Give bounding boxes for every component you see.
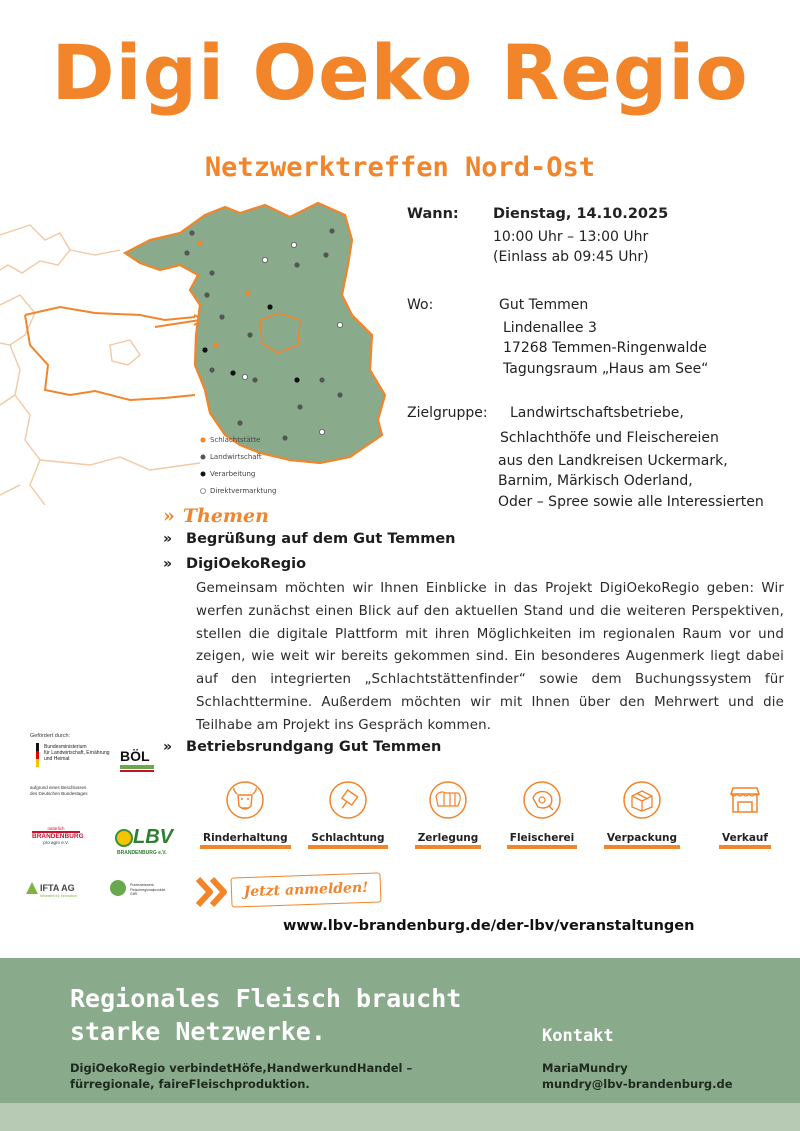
- target-line: Barnim, Märkisch Oderland,: [498, 473, 693, 489]
- legend-label: Landwirtschaft: [210, 453, 262, 461]
- page-subtitle: Netzwerktreffen Nord-Ost: [204, 152, 596, 183]
- process-label: Rinderhaltung: [200, 832, 291, 849]
- lbv-logo: LBV BRANDENBURG e.V.: [117, 826, 173, 856]
- topic-item: » Betriebsrundgang Gut Temmen: [163, 739, 442, 755]
- topic-item: » DigiOekoRegio: [163, 556, 307, 572]
- process-label: Zerlegung: [415, 832, 482, 849]
- legend-label: Schlachtstätte: [210, 436, 261, 444]
- cow-icon: [225, 780, 265, 820]
- event-date: Dienstag, 14.10.2025: [493, 206, 669, 222]
- target-line: Oder – Spree sowie alle Interessierten: [498, 494, 764, 510]
- target-line: Schlachthöfe und Fleischereien: [500, 430, 719, 446]
- ham-icon: [522, 780, 562, 820]
- register-button[interactable]: Jetzt anmelden!: [231, 872, 382, 907]
- process-label: Verkauf: [719, 832, 771, 849]
- brandenburg-logo: natürlich BRANDENBURG pro agro e.V.: [32, 826, 84, 845]
- page-title: Digi Oeko Regio: [51, 28, 749, 117]
- target-label: Zielgruppe:: [407, 405, 488, 421]
- brandenburg-region: [125, 203, 385, 463]
- bmel-note: aufgrund eines Beschlusses des Deutschen Bundestages: [30, 785, 88, 796]
- meat-cuts-icon: [428, 780, 468, 820]
- process-item: [700, 780, 790, 849]
- process-label: Verpackung: [604, 832, 680, 849]
- ifta-logo: IFTA AG Netzwerk für Innovation: [26, 880, 88, 904]
- footer: [0, 958, 800, 1131]
- contact-name: MariaMundry: [542, 1061, 628, 1075]
- box-icon: [622, 780, 662, 820]
- double-chevron-icon: »: [163, 531, 173, 547]
- process-item: [597, 780, 687, 849]
- process-item: [303, 780, 393, 849]
- topic-description: Gemeinsam möchten wir Ihnen Einblicke in das Projekt DigiOekoRegio geben: Wir werfen zunächst einen Blick auf den aktuellen Stand und die weiteren Perspektiven, stellen die digitale Plattform mit ihren Möglichkeiten im regionalen Raum vor und zeigen, wie weit wir bereits gekommen sind. Ein besonderes Augenmerk liegt dabei auf den integrierten „Schlachtstättenfinder“ sowie dem Buchungssystem für Schlachttermine. Außerdem möchten wir mit Ihnen über den Mehrwert und die Teilhabe am Projekt ins Gespräch kommen.: [196, 581, 784, 733]
- cleaver-icon: [328, 780, 368, 820]
- when-block: [407, 206, 669, 222]
- venue-name: Gut Temmen: [499, 297, 589, 313]
- brandenburg-map: [0, 195, 400, 505]
- topic-item: » Begrüßung auf dem Gut Temmen: [163, 531, 456, 547]
- footer-band: [0, 1103, 800, 1131]
- event-admission: (Einlass ab 09:45 Uhr): [493, 249, 649, 265]
- contact-details: [542, 1060, 733, 1092]
- process-label: Schlachtung: [308, 832, 387, 849]
- target-line: Landwirtschaftsbetriebe,: [510, 405, 684, 421]
- footer-slogan: Regionales Fleisch braucht starke Netzwerke.: [70, 984, 462, 1046]
- process-item: [403, 780, 493, 849]
- where-label: Wo:: [407, 297, 434, 313]
- double-chevron-icon: »: [163, 505, 175, 527]
- contact-email[interactable]: mundry@lbv-brandenburg.de: [542, 1077, 733, 1091]
- praxisnetzwerk-logo: Praxisnetzwerk Fleischregionalprodukt GbR: [110, 880, 170, 900]
- legend-label: Direktvermarktung: [210, 487, 277, 495]
- funded-by-label: Gefördert durch:: [30, 733, 71, 739]
- double-chevron-icon: »: [163, 739, 173, 755]
- venue-room: Tagungsraum „Haus am See“: [503, 361, 709, 377]
- double-chevron-icon: »: [163, 556, 173, 572]
- target-line: aus den Landkreisen Uckermark,: [498, 453, 728, 469]
- event-time: 10:00 Uhr – 13:00 Uhr: [493, 229, 649, 245]
- venue-street: Lindenallee 3: [503, 320, 597, 336]
- contact-heading: Kontakt: [542, 1026, 614, 1046]
- process-row: [200, 780, 790, 860]
- register-link[interactable]: www.lbv-brandenburg.de/der-lbv/veranstaltungen: [283, 918, 695, 934]
- footer-subline: DigiOekoRegio verbindetHöfe,HandwerkundHandel – fürregionale, faireFleischproduktion.: [70, 1061, 413, 1091]
- shop-icon: [725, 780, 765, 820]
- process-item: [497, 780, 587, 849]
- legend-label: Verarbeitung: [210, 470, 256, 478]
- process-label: Fleischerei: [507, 832, 577, 849]
- when-label: Wann:: [407, 206, 459, 222]
- topics-heading: » Themen: [163, 505, 269, 527]
- venue-city: 17268 Temmen-Ringenwalde: [503, 340, 707, 356]
- bmel-logo: Bundesministerium für Landwirtschaft, Ernährung und Heimat: [28, 743, 118, 777]
- double-chevron-icon: [196, 875, 232, 909]
- boel-logo: BÖL: [120, 748, 154, 774]
- process-item: [200, 780, 290, 849]
